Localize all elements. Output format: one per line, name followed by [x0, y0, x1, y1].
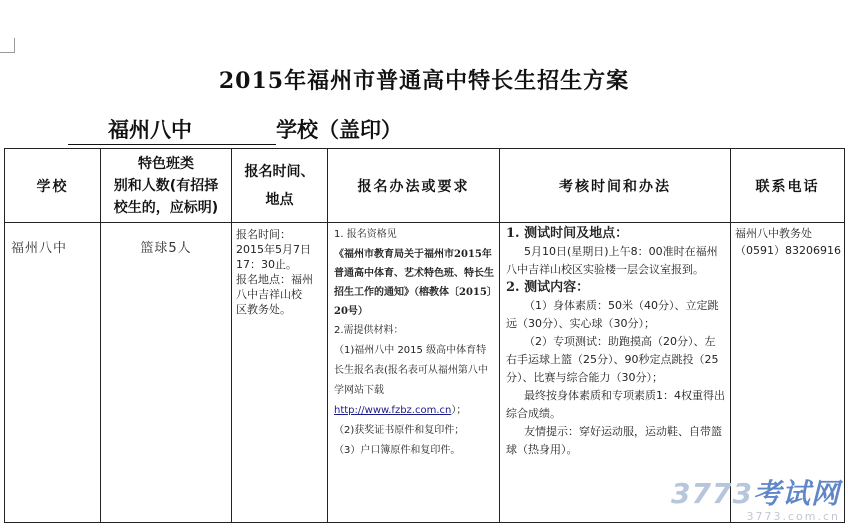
exam-section-2-title: 2. 测试内容： [506, 280, 590, 295]
contact-phone: （0591）83206916 [735, 244, 841, 257]
watermark-logo [660, 472, 840, 512]
time-line: 八中吉祥山校 [236, 288, 302, 301]
time-line: 17：30止。 [236, 258, 297, 271]
watermark-number: 3773 [671, 477, 753, 510]
exam-section-1-title: 1. 测试时间及地点： [506, 226, 629, 241]
contact-office: 福州八中教务处 [735, 227, 812, 240]
method-material-2: （2)获奖证书原件和复印件； [334, 425, 465, 436]
watermark-url: 3773.com.cn [746, 510, 840, 523]
cell-registration-time [232, 223, 328, 523]
cell-method [328, 223, 500, 523]
time-line: 报名时间： [236, 228, 291, 241]
website-link[interactable]: http://www.fzbz.com.cn [334, 405, 452, 416]
method-material-1-text: （1)福州八中 2015 级高中体育特长生报名表(报名表可从福州第八中学网站下载 [334, 345, 488, 396]
exam-section-1-text: 5月10日(星期日)上午8：00准时在福州八中吉祥山校区实验楼一层会议室报到。 [506, 245, 718, 276]
document-title: 2015年福州市普通高中特长生招生方案 [218, 68, 630, 94]
time-line: 2015年5月7日 [236, 243, 311, 256]
header-class-type [101, 149, 232, 223]
header-row [5, 149, 845, 223]
time-line: 区教务处。 [236, 303, 291, 316]
method-doc-reference: 《福州市教育局关于福州市2015年普通高中体育、艺术特色班、特长生招生工作的通知》（榕教体〔2015〕20号） [334, 249, 494, 317]
school-line [68, 114, 402, 145]
watermark-text: 考试网 [752, 477, 840, 510]
header-class-line: 别和人数(有招择 [113, 177, 219, 194]
method-item-2: 2.需提供材料： [334, 325, 404, 336]
header-registration-time [232, 149, 328, 223]
school-seal-label: 学校（盖印） [276, 117, 402, 142]
method-material-3: （3）户口簿原件和复印件。 [334, 445, 461, 456]
time-line: 报名地点：福州 [236, 273, 313, 286]
exam-item-2: （2）专项测试：助跑摸高（20分）、左右手运球上篮（25分）、90秒定点跳投（25分）、比赛与综合能力（30分）； [506, 335, 719, 384]
header-class-line: 特色班类 [138, 155, 194, 172]
cell-school: 福州八中 [5, 223, 101, 523]
recruitment-table [4, 148, 845, 523]
exam-tip: 友情提示：穿好运动服，运动鞋、自带篮球（热身用）。 [506, 425, 722, 456]
site-watermark [660, 472, 840, 524]
link-tail: ）； [451, 405, 467, 416]
header-contact: 联系电话 [731, 149, 845, 223]
page-corner-mark [0, 38, 15, 53]
method-material-1 [334, 341, 495, 421]
header-method: 报名办法或要求 [328, 149, 500, 223]
header-time-line: 报名时间、 [244, 163, 315, 180]
method-item-1: 1. 报名资格见 [334, 229, 397, 240]
cell-class: 篮球5人 [101, 223, 232, 523]
header-time-line: 地点 [265, 191, 294, 208]
header-exam: 考核时间和办法 [500, 149, 731, 223]
header-school: 学校 [5, 149, 101, 223]
exam-item-3: 最终按身体素质和专项素质1：4权重得出综合成绩。 [506, 389, 725, 420]
header-class-line: 校生的，应标明) [113, 199, 219, 216]
school-name-field: 福州八中 [68, 114, 276, 145]
exam-item-1: （1）身体素质：50米（40分）、立定跳远（30分）、实心球（30分）； [506, 299, 719, 330]
